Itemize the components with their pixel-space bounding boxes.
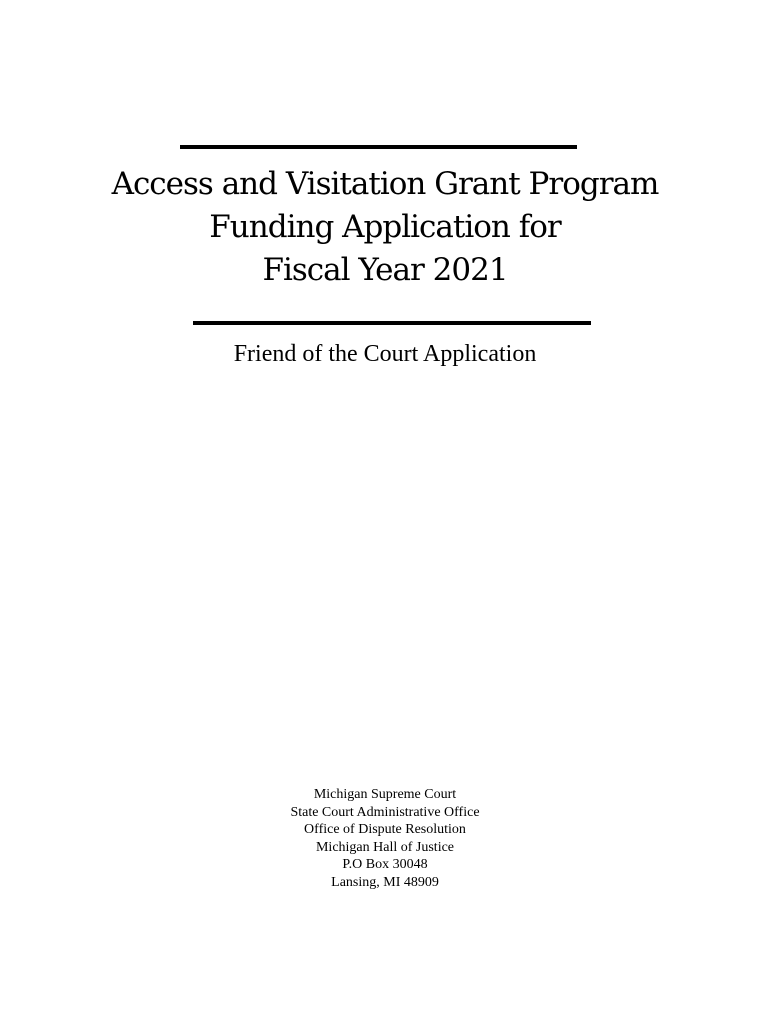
title-line-1: Access and Visitation Grant Program	[111, 166, 659, 202]
address-line-po-box: P.O Box 30048	[342, 857, 428, 872]
title-line-2: Funding Application for	[209, 209, 561, 245]
address-line-building: Michigan Hall of Justice	[315, 839, 455, 855]
address-line-court: Michigan Supreme Court	[313, 787, 457, 802]
document-subtitle: Friend of the Court Application	[233, 341, 537, 367]
address-line-city: Lansing, MI 48909	[331, 874, 439, 890]
document-title	[0, 163, 770, 292]
address-block	[0, 786, 770, 891]
address-line-division: Office of Dispute Resolution	[304, 822, 466, 837]
top-rule-divider	[180, 145, 577, 149]
bottom-rule-divider	[193, 321, 591, 325]
title-line-3: Fiscal Year 2021	[262, 252, 508, 288]
address-line-office: State Court Administrative Office	[290, 804, 480, 820]
